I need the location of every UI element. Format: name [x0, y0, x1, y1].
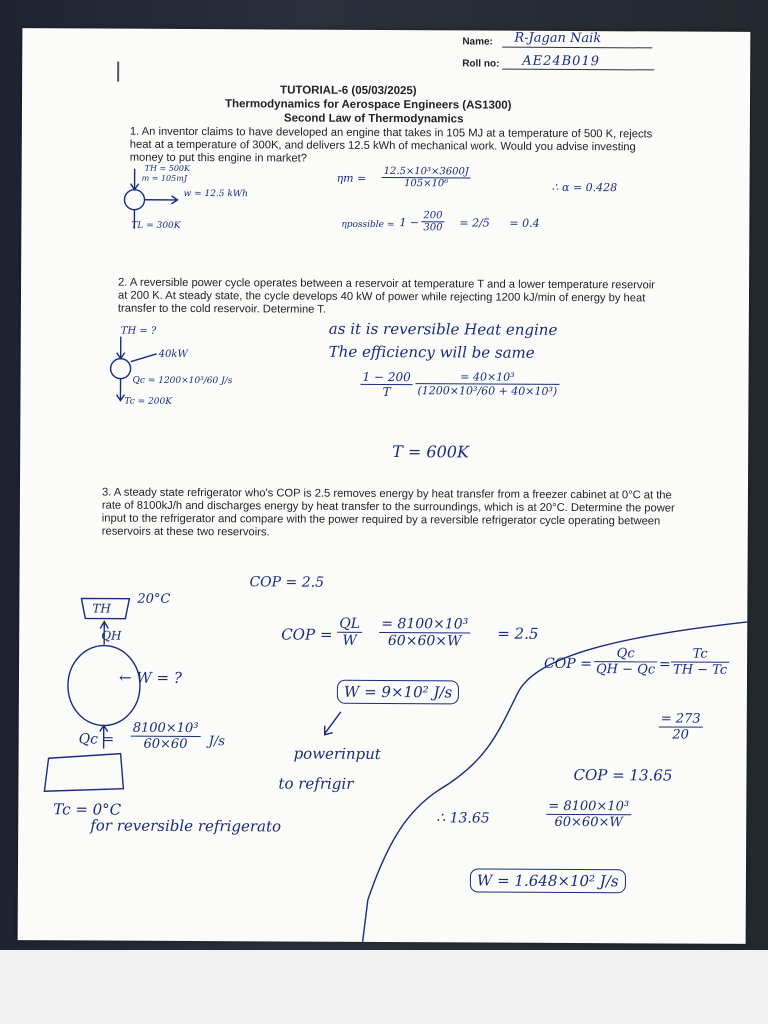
- ans2-line1: as it is reversible Heat engine: [328, 319, 558, 339]
- q3-arrow-qc: [100, 726, 108, 749]
- ans3-th-box-label: TH: [92, 601, 111, 616]
- worksheet-page: [18, 28, 751, 944]
- ans3-final-num: = 8100×10³: [546, 799, 631, 815]
- ans3-rcop-equals: =: [659, 656, 671, 673]
- ans3-tc: Tc = 0°C: [53, 800, 122, 819]
- ans3-rcop-num: Qc: [594, 646, 657, 662]
- ans3-rcop-value-den: 20: [672, 727, 689, 743]
- ans3-qc-unit: J/s: [208, 734, 225, 750]
- ans1-rev-result: = 0.4: [509, 216, 540, 230]
- ans3-qc-den: 60×60: [143, 736, 188, 752]
- ans1-eta-den: 105×10⁶: [404, 178, 449, 190]
- ans1-eta-num: 12.5×10³×3600J: [382, 166, 471, 178]
- ans3-final-result: W = 1.648×10² J/s: [470, 868, 626, 893]
- q2-arrow-out: [116, 379, 124, 401]
- question-3-text: A steady state refrigerator who's COP is 2.5 removes energy by heat transfer from a freezer cabinet at 0°C at the rate of 8100kJ/h and discharges energy by heat transfer to the surroundings, which is at 20°C. Determine the power input to the refrigerator and compare with the power required by a reversible refrigerator cycle operating between reservoirs at these two reservoirs.: [101, 486, 675, 539]
- ans2-qc: Qc = 1200×10³/60 J/s: [132, 375, 233, 387]
- ans3-final-den: 60×60×W: [554, 814, 623, 831]
- ans2-result: T = 600K: [392, 442, 469, 462]
- ans2-tc: Tc = 200K: [124, 396, 172, 407]
- ans3-rcop-value-num: = 273: [659, 711, 703, 727]
- ans1-w: w = 12.5 kWh: [183, 188, 248, 200]
- ans3-rcop-num2: Tc: [671, 647, 729, 663]
- question-2-number: 2.: [118, 276, 128, 289]
- ans2-th: TH = ?: [120, 325, 157, 337]
- ans1-th: TH = 500K: [144, 163, 191, 173]
- question-1-text: An inventor claims to have developed an engine that takes in 105 MJ at a temperature of 500 K, rejects heat at a temperature of 300K, and delivers 12.5 kWh of mechanical work. Would you advise investing money to put this engine in market?: [129, 125, 653, 165]
- ans3-qc-num: 8100×10³: [131, 721, 201, 737]
- ans3-cop-eq: COP =: [281, 625, 333, 644]
- topic-title: Second Law of Thermodynamics: [283, 112, 464, 126]
- ink-sketches: [18, 28, 751, 944]
- ans3-cop-num: QL: [337, 616, 362, 633]
- ans1-rev-one: 1 −: [399, 216, 420, 230]
- question-2-text: A reversible power cycle operates between a reservoir at temperature T and a lower temperature reservoir at 200 K. At steady state, the cycle develops 40 kW of power while rejecting 1200 kJ/min of energy by heat transfer to the cold reservoir. Determine T.: [117, 276, 655, 316]
- ans1-rev-lhs: ηpossible =: [341, 219, 395, 231]
- q2-arrow-work: [131, 354, 157, 362]
- ans3-rcop-den2: TH − Tc: [673, 662, 728, 678]
- name-value: R-Jagan Naik: [514, 30, 602, 47]
- ans3-cop-den: W: [342, 632, 357, 649]
- ans2-eq-rhs-den: (1200×10³/60 + 40×10³): [417, 384, 558, 398]
- ans2-line2: The efficiency will be same: [328, 342, 535, 362]
- ans1-rev-mid: = 2/5: [459, 216, 490, 230]
- ans1-eta-lhs: ηm =: [336, 171, 367, 185]
- ans3-power-note-2: to refrigir: [278, 774, 354, 793]
- ans3-rcop-result: COP = 13.65: [573, 765, 673, 785]
- q3-arrow-qh: [100, 622, 108, 645]
- ans2-eq-lhs-den: T: [382, 384, 391, 400]
- ans3-w-label: ← W = ?: [118, 668, 182, 687]
- ans2-eq-lhs-num: 1 − 200: [361, 370, 413, 385]
- ans3-qc-lhs: Qc =: [78, 731, 115, 748]
- ans1-tl: TL = 300K: [131, 220, 181, 231]
- q1-arrow-in: [131, 169, 139, 190]
- ans2-eq-rhs-num: = 40×10³: [416, 370, 560, 385]
- roll-value: AE24B019: [522, 53, 601, 70]
- q3-w-arrow: [325, 712, 341, 735]
- ans3-rcop-den: QH − Qc: [596, 662, 656, 678]
- q1-engine-circle: [124, 190, 144, 210]
- roll-label: Roll no:: [462, 58, 500, 70]
- name-label: Name:: [462, 36, 493, 48]
- ans3-cop-eq2-den: 60×60×W: [387, 633, 462, 650]
- ans1-m: m = 105mJ: [141, 173, 188, 183]
- q2-engine-circle: [111, 359, 131, 379]
- tutorial-title: TUTORIAL-6 (05/03/2025): [280, 84, 417, 98]
- ans2-w: 40kW: [158, 348, 188, 360]
- q2-arrow-in: [117, 337, 125, 359]
- course-title: Thermodynamics for Aerospace Engineers (AS1300): [224, 98, 512, 112]
- q3-fridge-circle: [68, 645, 140, 725]
- ans1-eta-result: ∴ α = 0.428: [551, 180, 618, 195]
- question-3-number: 3.: [101, 486, 112, 499]
- ans3-power-note-1: powerinput: [293, 744, 381, 763]
- ans3-cop-eq2-result: = 2.5: [497, 624, 539, 643]
- q1-arrow-work: [144, 196, 177, 204]
- q3-hot-reservoir: [81, 598, 129, 618]
- ans3-cop-eq2-num: = 8100×10³: [379, 616, 470, 633]
- ans3-w-result: W = 9×10² J/s: [337, 680, 459, 705]
- ans3-final-lhs: ∴ 13.65: [436, 810, 490, 827]
- question-1-number: 1.: [129, 125, 140, 138]
- ans3-th-value: 20°C: [137, 591, 171, 607]
- ans1-rev-num: 200: [421, 210, 444, 222]
- ans3-qh: QH: [101, 628, 122, 643]
- ans1-rev-den: 300: [423, 222, 443, 234]
- ans3-cop-given: COP = 2.5: [249, 574, 325, 591]
- q3-cold-reservoir: [44, 753, 123, 791]
- divider-curve: [363, 620, 748, 944]
- ans3-rcop-label: COP =: [544, 655, 592, 673]
- ans3-reversible-note: for reversible refrigerato: [90, 816, 282, 836]
